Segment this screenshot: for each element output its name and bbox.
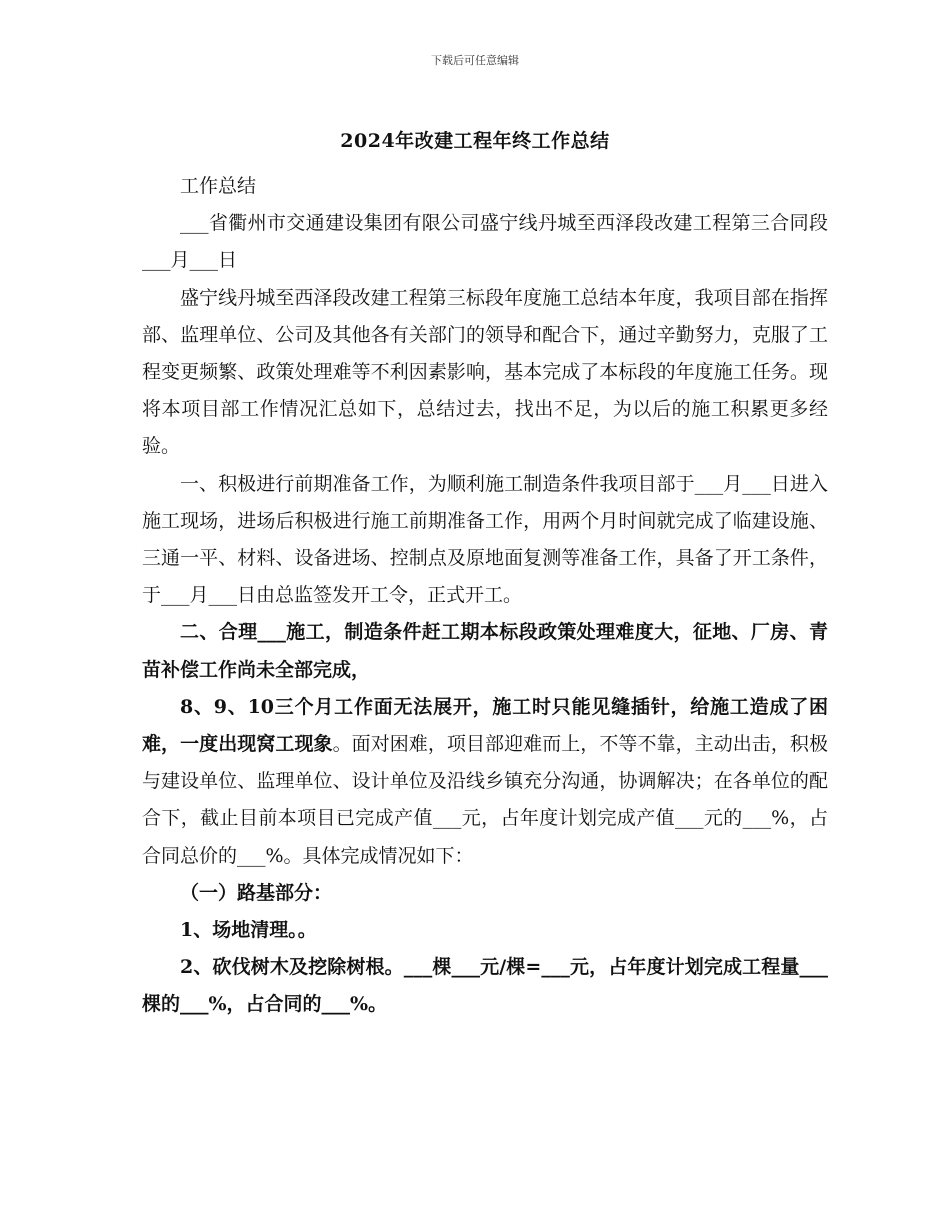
document-body xyxy=(142,168,828,1024)
item-site-clearing: 1、场地清理。。 xyxy=(180,919,317,942)
paragraph-intro: 盛宁线丹城至西泽段改建工程第三标段年度施工总结本年度，我项目部在指挥部、监理单位、公司及其他各有关部门的领导和配合下，通过辛勤努力，克服了工程变更频繁、政策处理难等不利因素影响，基本完成了本标段的年度施工任务。现将本项目部工作情况汇总如下，总结过去，找出不足，为以后的施工积累更多经验。 xyxy=(142,286,828,458)
paragraph-section-2-bold: 8、9、10三个月工作面无法展开，施工时只能见缝插针，给施工造成了困难，一度出现窝工现象 xyxy=(142,695,828,756)
paragraph-section-1: 一、积极进行前期准备工作，为顺利施工制造条件我项目部于___月___日进入施工现场，进场后积极进行施工前期准备工作，用两个月时间就完成了临建设施、三通一平、材料、设备进场、控制点及原地面复测等准备工作，具备了开工条件，于___月___日由总监签发开工令，正式开工。 xyxy=(142,472,828,607)
paragraph-issuer: ___省衢州市交通建设集团有限公司盛宁线丹城至西泽段改建工程第三合同段___月___日 xyxy=(142,212,828,272)
paragraph-section-2: 二、合理___施工，制造条件赶工期本标段政策处理难度大，征地、厂房、青苗补偿工作尚未全部完成， xyxy=(142,621,828,681)
paragraph-section-2-detail xyxy=(142,689,828,875)
subheading-roadbed: （一）路基部分： xyxy=(180,881,333,904)
paragraph-heading: 工作总结 xyxy=(180,175,257,197)
paragraph-section-2-rest: 。面对困难，项目部迎难而上，不等不靠，主动出击，积极与建设单位、监理单位、设计单位及沿线乡镇充分沟通，协调解决；在各单位的配合下，截止目前本项目已完成产值___元，占年度计划完成产值___元的___%，占合同总价的___%。具体完成情况如下： xyxy=(142,733,828,867)
header-note: 下载后可任意编辑 xyxy=(431,54,519,67)
document-title: 2024年改建工程年终工作总结 xyxy=(340,130,610,152)
item-tree-removal: 2、砍伐树木及挖除树根。___棵___元/棵=___元，占年度计划完成工程量___棵的___%，占合同的___%。 xyxy=(142,956,828,1016)
